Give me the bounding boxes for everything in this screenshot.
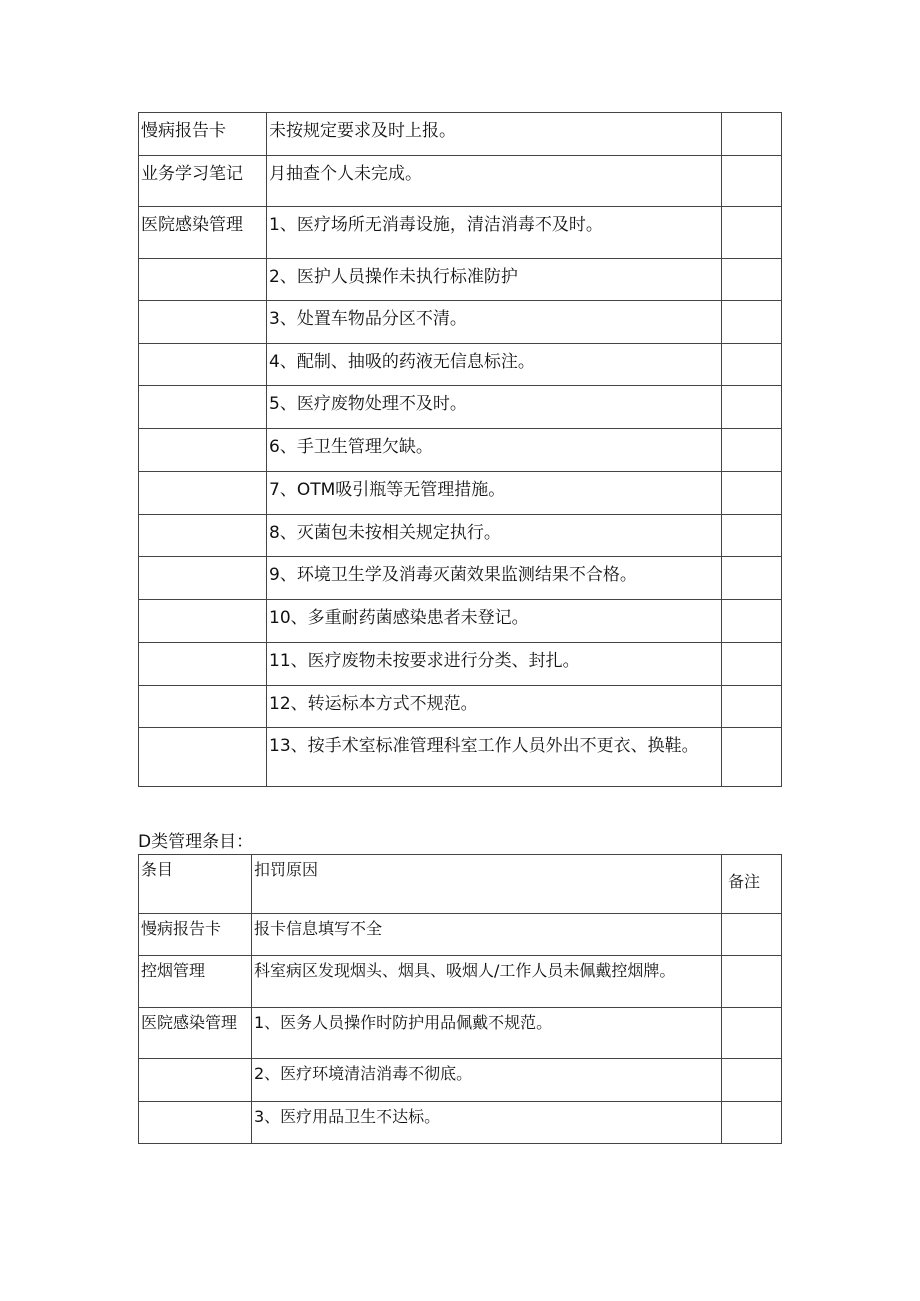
item-cell [139,344,267,386]
remark-text [722,557,781,564]
remark-cell [722,207,782,259]
item-text: 业务学习笔记 [141,164,243,184]
item-cell [139,728,267,787]
item-text [139,728,266,735]
table-row [139,728,782,787]
table-row [139,207,782,259]
table-row [139,1102,782,1144]
remark-cell [722,643,782,686]
remark-text [722,643,781,650]
remark-text [722,600,781,607]
reason-text: 11、医疗废物未按要求进行分类、封扎。 [269,651,580,671]
remark-text [722,472,781,479]
item-cell [139,557,267,600]
item-text: 控烟管理 [141,961,206,980]
table-row [139,113,782,156]
reason-text: 科室病区发现烟头、烟具、吸烟人/工作人员未佩戴控烟牌。 [254,961,676,980]
header-item-cell [139,855,252,914]
item-cell [139,515,267,557]
remark-text [722,728,781,735]
item-text [139,643,266,650]
table-row [139,259,782,301]
remark-text [722,429,781,436]
reason-text: 13、按手术室标准管理科室工作人员外出不更衣、换鞋。 [269,736,699,756]
remark-cell [722,301,782,344]
table-row [139,1008,782,1059]
item-text [139,1059,251,1063]
reason-cell [267,156,722,207]
table-row [139,472,782,515]
remark-cell [722,344,782,386]
item-text [139,686,266,693]
remark-text [722,914,781,918]
remark-cell [722,156,782,207]
reason-text: 7、OTM吸引瓶等无管理措施。 [269,480,506,500]
item-text [139,386,266,393]
remark-text [722,686,781,693]
reason-text: 4、配制、抽吸的药液无信息标注。 [269,352,535,372]
header-item: 条目 [141,860,174,879]
reason-cell [267,643,722,686]
item-cell [139,914,252,956]
reason-text: 1、医务人员操作时防护用品佩戴不规范。 [254,1013,553,1032]
reason-cell [252,914,722,956]
item-cell [139,686,267,728]
item-cell [139,429,267,472]
remark-text [722,956,781,960]
remark-text [722,156,781,163]
reason-cell [267,472,722,515]
item-text: 医院感染管理 [141,1013,238,1032]
item-text [139,1102,251,1106]
item-cell [139,1102,252,1144]
remark-cell [722,515,782,557]
reason-cell [267,301,722,344]
remark-text [722,207,781,214]
item-cell [139,1008,252,1059]
c-category-table [138,112,782,787]
remark-cell [722,472,782,515]
reason-text: 12、转运标本方式不规范。 [269,694,478,714]
table-row [139,686,782,728]
table-row [139,914,782,956]
item-text: 医院感染管理 [141,215,243,235]
header-remark-cell [722,855,782,914]
remark-cell [722,1008,782,1059]
reason-cell [252,1008,722,1059]
remark-cell [722,600,782,643]
remark-text [722,301,781,308]
reason-text: 2、医护人员操作未执行标准防护 [269,267,518,287]
reason-text: 3、医疗用品卫生不达标。 [254,1107,441,1126]
item-cell [139,207,267,259]
reason-text: 6、手卫生管理欠缺。 [269,437,433,457]
reason-cell [267,600,722,643]
reason-text: 未按规定要求及时上报。 [269,121,456,141]
table-row [139,956,782,1008]
header-reason: 扣罚原因 [254,860,319,879]
item-text: 慢病报告卡 [141,121,226,141]
item-text [139,557,266,564]
reason-cell [252,956,722,1008]
table-row [139,557,782,600]
remark-cell [722,386,782,429]
reason-cell [267,344,722,386]
reason-text: 9、环境卫生学及消毒灭菌效果监测结果不合格。 [269,565,637,585]
item-cell [139,956,252,1008]
remark-cell [722,914,782,956]
table-header-row [139,855,782,914]
reason-cell [267,515,722,557]
reason-cell [267,429,722,472]
remark-cell [722,429,782,472]
item-text [139,515,266,522]
item-text [139,259,266,266]
table-row [139,301,782,344]
remark-cell [722,113,782,156]
header-remark: 备注 [728,872,761,891]
reason-cell [267,259,722,301]
remark-cell [722,728,782,787]
reason-text: 3、处置车物品分区不清。 [269,309,467,329]
remark-text [722,1008,781,1012]
item-cell [139,643,267,686]
remark-text [722,259,781,266]
item-cell [139,301,267,344]
item-text: 慢病报告卡 [141,919,222,938]
reason-cell [267,113,722,156]
table-row [139,156,782,207]
remark-cell [722,557,782,600]
item-cell [139,113,267,156]
reason-text: 1、医疗场所无消毒设施，清洁消毒不及时。 [269,215,603,235]
reason-text: 5、医疗废物处理不及时。 [269,394,467,414]
reason-cell [267,386,722,429]
reason-cell [267,728,722,787]
remark-text [722,1059,781,1063]
table-row [139,429,782,472]
item-cell [139,472,267,515]
item-text [139,301,266,308]
table-row [139,344,782,386]
item-cell [139,259,267,301]
section-heading: D类管理条目： [138,832,254,852]
remark-cell [722,1102,782,1144]
reason-text: 10、多重耐药菌感染患者未登记。 [269,608,529,628]
reason-cell [267,686,722,728]
table-row [139,386,782,429]
reason-text: 2、医疗环境清洁消毒不彻底。 [254,1064,473,1083]
remark-text [722,344,781,351]
table-row [139,600,782,643]
remark-cell [722,956,782,1008]
reason-cell [267,207,722,259]
item-cell [139,1059,252,1102]
remark-cell [722,686,782,728]
reason-text: 月抽查个人未完成。 [269,164,422,184]
reason-text: 8、灭菌包未按相关规定执行。 [269,523,501,543]
item-cell [139,386,267,429]
table-row [139,515,782,557]
remark-cell [722,1059,782,1102]
remark-text [722,113,781,120]
table-row [139,1059,782,1102]
d-category-table [138,854,782,1144]
table-row [139,643,782,686]
item-cell [139,156,267,207]
remark-text [722,386,781,393]
remark-text [722,1102,781,1106]
item-text [139,429,266,436]
item-text [139,472,266,479]
item-cell [139,600,267,643]
reason-cell [252,1059,722,1102]
item-text [139,600,266,607]
item-text [139,344,266,351]
reason-cell [267,557,722,600]
reason-text: 报卡信息填写不全 [254,919,383,938]
reason-cell [252,1102,722,1144]
header-reason-cell [252,855,722,914]
remark-cell [722,259,782,301]
remark-text [722,515,781,522]
